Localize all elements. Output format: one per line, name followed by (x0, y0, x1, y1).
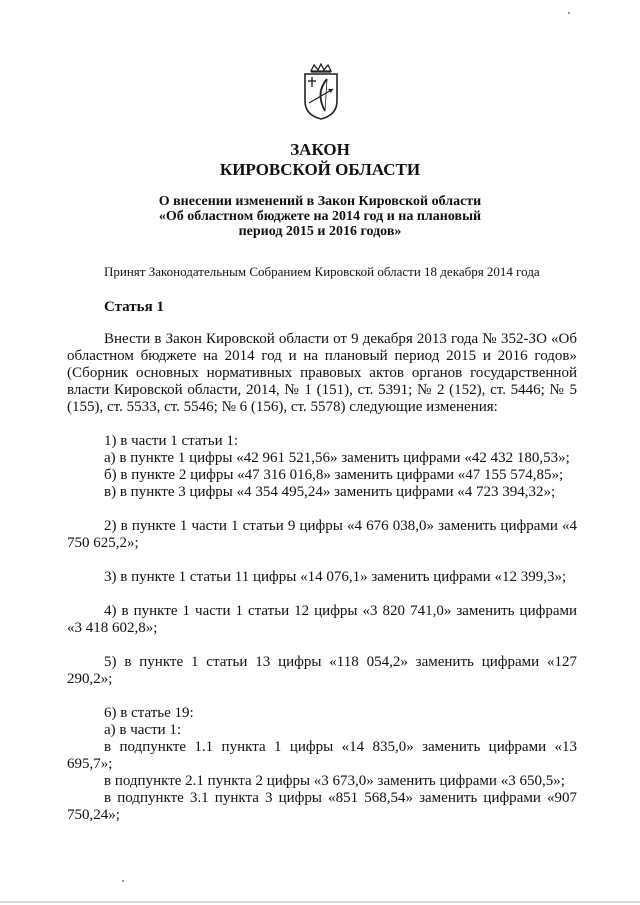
article-intro-paragraph: Внести в Закон Кировской области от 9 декабря 2013 года № 352-ЗО «Об областном бюджете на 2014 год и на плановый период 2015 и 2016 годов» (Сборник основных нормативных правовых актов органов государственной власти Кировской области, 2014, № 1 (151), ст. 5391; № 2 (152), ст. 5446; № 5 (155), ст. 5533, ст. 5546; № 6 (156), ст. 5578) следующие изменения: (67, 331, 577, 415)
law-subtitle (0, 194, 640, 239)
list-item: 1) в части 1 статьи 1: (104, 433, 239, 449)
list-item: а) в пункте 1 цифры «42 961 521,56» заменить цифрами «42 432 180,53»; (104, 450, 570, 466)
list-item: 4) в пункте 1 части 1 статьи 12 цифры «3 820 741,0» заменить цифрами «3 418 602,8»; (67, 603, 577, 636)
region-title: КИРОВСКОЙ ОБЛАСТИ (219, 160, 421, 179)
scan-speck (568, 12, 570, 14)
scan-edge (0, 901, 640, 903)
adoption-statement: Принят Законодательным Собранием Кировской области 18 декабря 2014 года (104, 264, 540, 279)
list-item: 2) в пункте 1 части 1 статьи 9 цифры «4 676 038,0» заменить цифрами «4 750 625,2»; (67, 518, 577, 551)
scan-speck (122, 880, 124, 882)
article-heading: Статья 1 (104, 299, 164, 315)
article-body (67, 331, 577, 824)
list-item: в подпункте 2.1 пункта 2 цифры «3 673,0» заменить цифрами «3 650,5»; (104, 773, 565, 789)
subtitle-line: «Об областном бюджете на 2014 год и на плановый (158, 209, 482, 224)
list-item: в подпункте 1.1 пункта 1 цифры «14 835,0» заменить цифрами «13 695,7»; (67, 739, 577, 772)
list-item: 3) в пункте 1 статьи 11 цифры «14 076,1» заменить цифрами «12 399,3»; (104, 569, 567, 585)
law-title: ЗАКОН (290, 140, 350, 159)
subtitle-line: период 2015 и 2016 годов» (238, 224, 402, 239)
kirov-coat-of-arms-icon (301, 63, 341, 121)
list-item: 6) в статье 19: (104, 705, 194, 721)
list-item: б) в пункте 2 цифры «47 316 016,8» заменить цифрами «47 155 574,85»; (104, 467, 564, 483)
list-item: в) в пункте 3 цифры «4 354 495,24» заменить цифрами «4 723 394,32»; (104, 484, 556, 500)
subtitle-line: О внесении изменений в Закон Кировской области (158, 194, 482, 209)
list-item: в подпункте 3.1 пункта 3 цифры «851 568,54» заменить цифрами «907 750,24»; (67, 790, 577, 823)
list-item: а) в части 1: (104, 722, 182, 738)
list-item: 5) в пункте 1 статьи 13 цифры «118 054,2» заменить цифрами «127 290,2»; (67, 654, 577, 687)
